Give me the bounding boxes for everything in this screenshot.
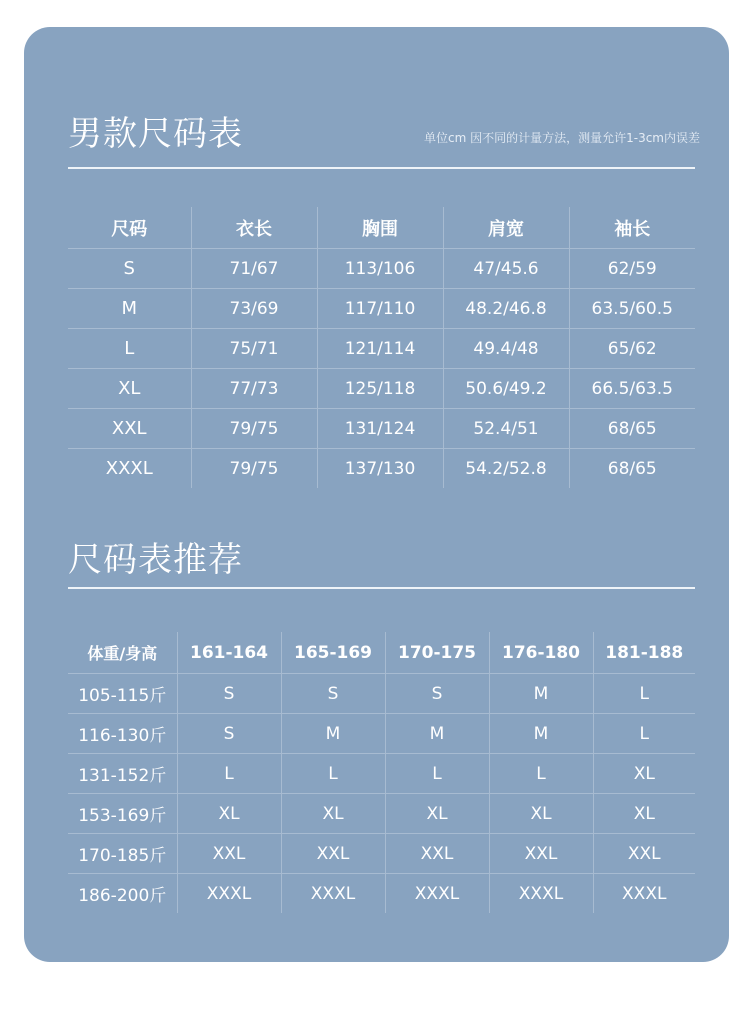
- table-cell: 79/75: [191, 409, 317, 449]
- size-label-cell: S: [68, 249, 191, 289]
- table-row: [68, 329, 695, 369]
- header-cell: 170-175: [385, 632, 489, 674]
- size-label-cell: XL: [68, 369, 191, 409]
- header-cell: 161-164: [177, 632, 281, 674]
- table-row: [68, 249, 695, 289]
- recommend-table: [68, 632, 695, 913]
- table-row: [68, 369, 695, 409]
- size-label-cell: XXL: [68, 409, 191, 449]
- table-cell: XXL: [489, 834, 593, 874]
- table-cell: 79/75: [191, 449, 317, 489]
- table-cell: XL: [385, 794, 489, 834]
- table-cell: 137/130: [317, 449, 443, 489]
- table-cell: L: [489, 754, 593, 794]
- weight-label-cell: 170-185斤: [68, 834, 177, 874]
- size-label-cell: XXXL: [68, 449, 191, 489]
- table-cell: 65/62: [569, 329, 695, 369]
- table-row: [68, 874, 695, 914]
- table-row: [68, 754, 695, 794]
- table-header-row: [68, 632, 695, 674]
- header-cell: 胸围: [317, 207, 443, 249]
- table-cell: XL: [281, 794, 385, 834]
- table-cell: XXXL: [593, 874, 695, 914]
- table-cell: S: [281, 674, 385, 714]
- table-cell: 47/45.6: [443, 249, 569, 289]
- table-cell: XXL: [593, 834, 695, 874]
- table-cell: 131/124: [317, 409, 443, 449]
- header-cell: 尺码: [111, 218, 148, 240]
- header-cell: 181-188: [593, 632, 695, 674]
- size-label-cell: L: [68, 329, 191, 369]
- table-cell: 77/73: [191, 369, 317, 409]
- header-cell: 165-169: [281, 632, 385, 674]
- table-cell: 73/69: [191, 289, 317, 329]
- table-cell: L: [593, 674, 695, 714]
- table-header-row: [68, 207, 695, 249]
- table-cell: 113/106: [317, 249, 443, 289]
- table-row: [68, 289, 695, 329]
- table-cell: 75/71: [191, 329, 317, 369]
- table-cell: XXXL: [489, 874, 593, 914]
- table-cell: XL: [177, 794, 281, 834]
- table-cell: 117/110: [317, 289, 443, 329]
- weight-label-cell: 116-130斤: [68, 714, 177, 754]
- title-divider: [68, 587, 695, 589]
- table-cell: 49.4/48: [443, 329, 569, 369]
- table-cell: 50.6/49.2: [443, 369, 569, 409]
- table-cell: XL: [593, 794, 695, 834]
- table-cell: XXL: [281, 834, 385, 874]
- table-cell: 121/114: [317, 329, 443, 369]
- header-cell: 176-180: [489, 632, 593, 674]
- table-cell: L: [385, 754, 489, 794]
- table-cell: XXXL: [281, 874, 385, 914]
- table-cell: 66.5/63.5: [569, 369, 695, 409]
- table-cell: 48.2/46.8: [443, 289, 569, 329]
- table-cell: M: [489, 714, 593, 754]
- size-chart-title: 男款尺码表: [68, 114, 243, 154]
- table-row: [68, 449, 695, 489]
- table-cell: S: [177, 674, 281, 714]
- table-cell: 62/59: [569, 249, 695, 289]
- table-cell: XXXL: [385, 874, 489, 914]
- table-cell: 52.4/51: [443, 409, 569, 449]
- title-divider: [68, 167, 695, 169]
- table-cell: L: [281, 754, 385, 794]
- table-row: [68, 714, 695, 754]
- header-cell: 袖长: [569, 207, 695, 249]
- table-cell: S: [177, 714, 281, 754]
- weight-label-cell: 153-169斤: [68, 794, 177, 834]
- header-cell: 衣长: [191, 207, 317, 249]
- weight-label-cell: 105-115斤: [68, 674, 177, 714]
- table-cell: XL: [489, 794, 593, 834]
- table-row: [68, 674, 695, 714]
- measurement-note: 单位cm 因不同的计量方法，测量允许1-3cm内误差: [424, 131, 700, 145]
- table-cell: M: [385, 714, 489, 754]
- table-cell: M: [489, 674, 593, 714]
- table-cell: XXL: [177, 834, 281, 874]
- size-label-cell: M: [68, 289, 191, 329]
- recommend-title: 尺码表推荐: [68, 540, 243, 580]
- table-cell: 68/65: [569, 449, 695, 489]
- header-cell: 肩宽: [443, 207, 569, 249]
- table-row: [68, 834, 695, 874]
- weight-label-cell: 186-200斤: [68, 874, 177, 914]
- table-row: [68, 794, 695, 834]
- table-cell: 125/118: [317, 369, 443, 409]
- header-cell: 体重/身高: [87, 644, 158, 663]
- table-cell: M: [281, 714, 385, 754]
- table-cell: XL: [593, 754, 695, 794]
- table-cell: 71/67: [191, 249, 317, 289]
- table-cell: 68/65: [569, 409, 695, 449]
- table-cell: XXXL: [177, 874, 281, 914]
- table-row: [68, 409, 695, 449]
- weight-label-cell: 131-152斤: [68, 754, 177, 794]
- table-cell: 54.2/52.8: [443, 449, 569, 489]
- table-cell: S: [385, 674, 489, 714]
- size-chart-table: [68, 207, 695, 488]
- table-cell: L: [593, 714, 695, 754]
- table-cell: 63.5/60.5: [569, 289, 695, 329]
- table-cell: L: [177, 754, 281, 794]
- table-cell: XXL: [385, 834, 489, 874]
